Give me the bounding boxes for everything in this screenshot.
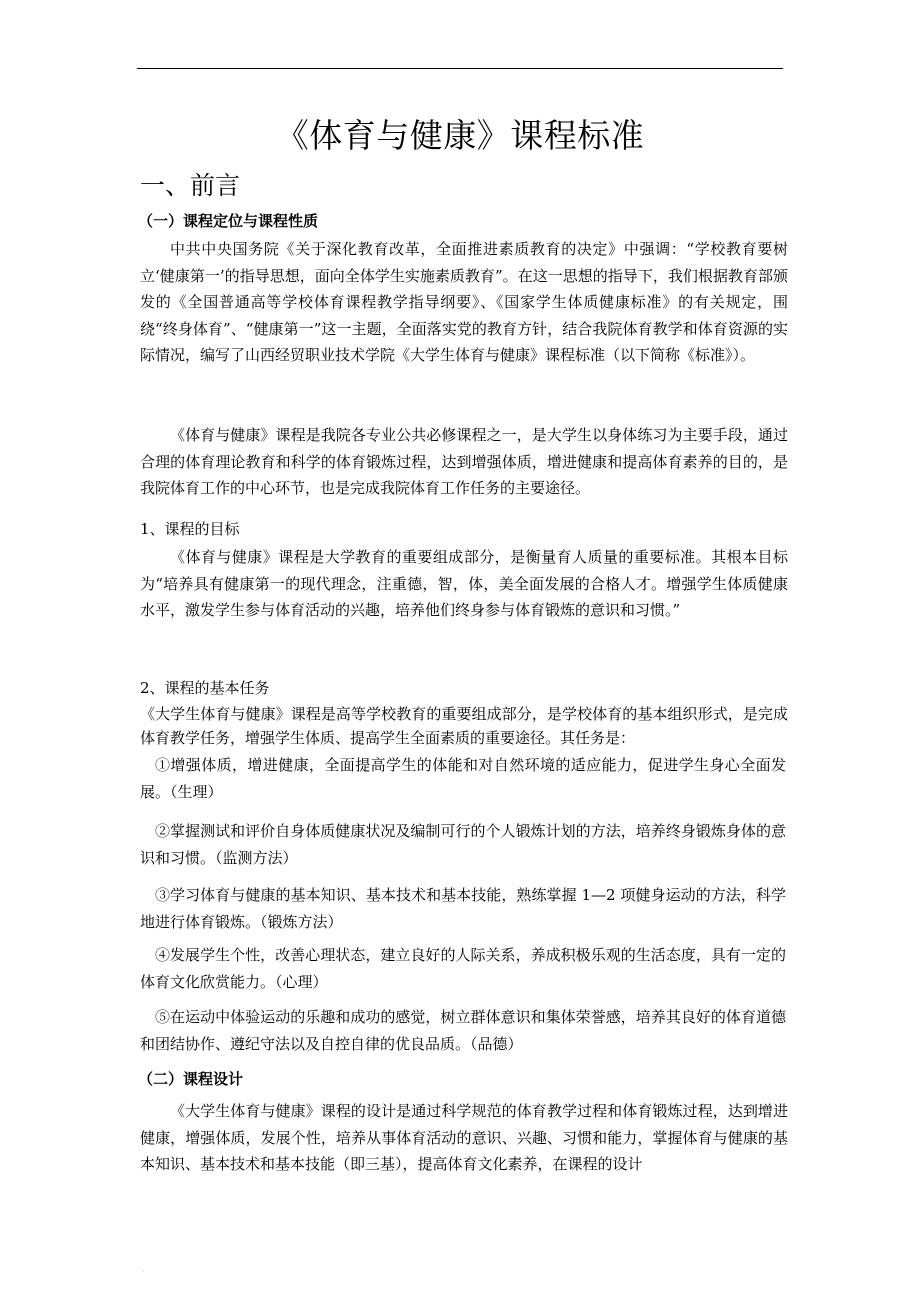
paragraph-design: 《大学生体育与健康》课程的设计是通过科学规范的体育教学过程和体育锻炼过程，达到增进健康，增强体质，发展个性，培养从事体育活动的意识、兴趣、习惯和能力，掌握体育与健康的基本知识、基本技术和基本技能（即三基），提高体育文化素养，在课程的设计 <box>140 1102 788 1173</box>
subsection-heading-design: （二）课程设计 <box>138 1070 244 1088</box>
paragraph-course-nature: 《体育与健康》课程是我院各专业公共必修课程之一，是大学生以身体练习为主要手段，通过合理的体育理论教育和科学的体育锻炼过程，达到增强体质，增进健康和提高体育素养的目的，是我院体育工作的中心环节，也是完成我院体育工作任务的主要途径。 <box>140 426 788 497</box>
paragraph-goal: 《体育与健康》课程是大学教育的重要组成部分，是衡量育人质量的重要标准。其根本目标为“培养具有健康第一的现代理念，注重德，智，体，美全面发展的合格人才。增强学生体质健康水平，激发学生参与体育活动的兴趣，培养他们终身参与体育锻炼的意识和习惯。” <box>140 548 788 619</box>
task-item: ③学习体育与健康的基本知识、基本技术和基本技能，熟练掌握 1—2 项健身运动的方法，科学地进行体育锻炼。（锻炼方法） <box>140 886 786 931</box>
task-heading: 2、课程的基本任务 <box>140 679 270 697</box>
task-item: ④发展学生个性，改善心理状态，建立良好的人际关系，养成积极乐观的生活态度，具有一定的体育文化欣赏能力。（心理） <box>140 946 786 991</box>
goal-heading: 1、课程的目标 <box>140 520 240 538</box>
document-title: 《体育与健康》课程标准 <box>275 116 645 155</box>
corner-mark: · <box>142 1268 145 1276</box>
section-heading-preface: 一、前言 <box>140 171 241 200</box>
task-item: ⑤在运动中体验运动的乐趣和成功的感觉，树立群体意识和集体荣誉感，培养其良好的体育道德和团结协作、遵纪守法以及自控自律的优良品质。（品德） <box>140 1008 786 1053</box>
subsection-heading-positioning: （一）课程定位与课程性质 <box>138 212 319 230</box>
header-rule <box>137 68 783 69</box>
task-item: ①增强体质，增进健康，全面提高学生的体能和对自然环境的适应能力，促进学生身心全面发展。（生理） <box>140 756 786 801</box>
task-item: ②掌握测试和评价自身体质健康状况及编制可行的个人锻炼计划的方法，培养终身锻炼身体的意识和习惯。（监测方法） <box>140 822 786 867</box>
paragraph-intro: 中共中央国务院《关于深化教育改革，全面推进素质教育的决定》中强调：“学校教育要树立‘健康第一’的指导思想，面向全体学生实施素质教育”。在这一思想的指导下，我们根据教育部颁发的《全国普通高等学校体育课程教学指导纲要》、《国家学生体质健康标准》的有关规定，围绕“终身体育”、“健康第一”这一主题，全面落实党的教育方针，结合我院体育教学和体育资源的实际情况，编写了山西经贸职业技术学院《大学生体育与健康》课程标准（以下简称《标准》）。 <box>140 240 788 364</box>
paragraph-task-intro: 《大学生体育与健康》课程是高等学校教育的重要组成部分，是学校体育的基本组织形式，是完成体育教学任务，增强学生体质、提高学生全面素质的重要途径。其任务是： <box>140 705 788 747</box>
